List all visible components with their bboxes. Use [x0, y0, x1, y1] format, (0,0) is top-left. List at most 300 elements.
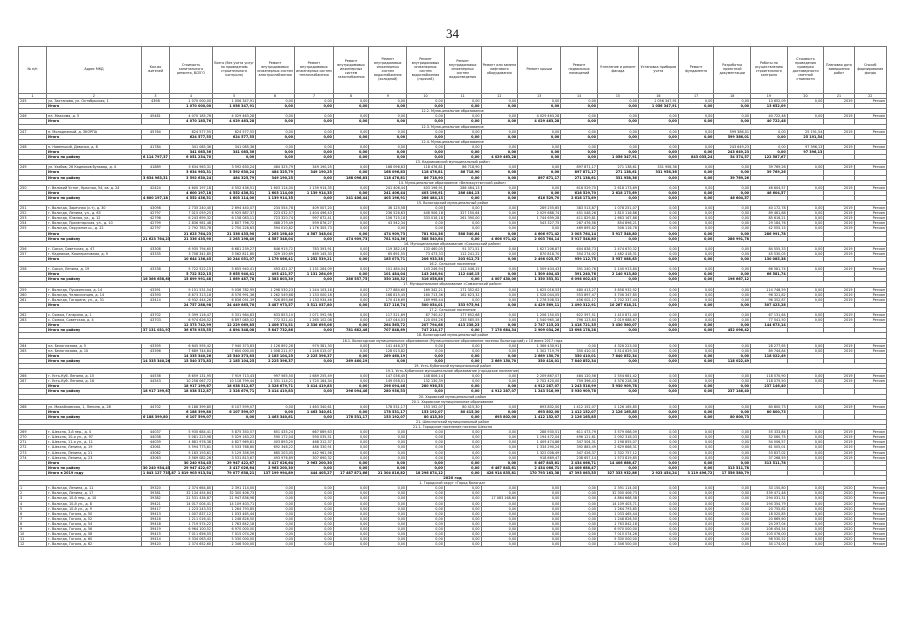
- table-cell: 0,00: [333, 150, 369, 155]
- section-title: 21. Шекснинский муниципальный район: [19, 420, 887, 425]
- table-cell: 0,00: [369, 144, 407, 149]
- table-cell: 0,00: [597, 129, 638, 134]
- table-cell: 43702: [141, 313, 169, 318]
- table-cell: 4 070 185,76: [169, 114, 212, 119]
- column-number-cell: 21: [824, 94, 854, 99]
- table-cell: 1 689 255,49: [295, 374, 334, 379]
- table-cell: г. Вологда, Пушкинская, д. 14: [47, 287, 142, 292]
- table-cell: 0,00: [597, 114, 638, 119]
- table-cell: 0,00: [714, 374, 751, 379]
- header-cell: Ремонт внутридомовых инженерных систем водоснабжения (холодной): [369, 47, 407, 94]
- table-cell: г. Вологда, Южная, ул., д. 12: [47, 216, 142, 221]
- table-cell: 0,00: [481, 353, 518, 358]
- table-cell: 1 843 127 735,87: [142, 470, 177, 475]
- table-cell: 20 669,60: [751, 516, 788, 521]
- header-cell: Стоимость капитального ремонта, ВСЕГО: [169, 47, 212, 94]
- section-title: 18.1. Вологодское муниципальное образование (Муниципальное образование поселок Вологодский) с 10 июня 2017 года: [19, 338, 887, 343]
- table-cell: 0,00: [638, 292, 678, 297]
- table-cell: Регион: [854, 99, 886, 104]
- column-number-cell: 19: [751, 94, 788, 99]
- table-cell: 1 406 374,51: [256, 323, 295, 328]
- table-cell: 0,00: [638, 206, 678, 211]
- table-cell: 0,00: [678, 460, 714, 465]
- table-cell: 0,00: [638, 455, 678, 460]
- table-cell: 253: [19, 216, 47, 221]
- table-cell: 0,00: [407, 450, 445, 455]
- table-cell: 1 243 516,99: [561, 384, 598, 389]
- table-cell: 7 176 684,34: [481, 328, 518, 333]
- table-cell: 0,00: [407, 521, 445, 526]
- table-cell: 1 625 016,53: [518, 287, 561, 292]
- table-cell: 0,00: [444, 516, 481, 521]
- table-cell: Итого по району: [47, 175, 142, 180]
- table-cell: 2 836 981,48: [169, 221, 212, 226]
- table-cell: 42797: [141, 211, 169, 216]
- table-cell: 5 917 548,80: [561, 236, 598, 241]
- table-cell: 1 176 066,41: [256, 257, 295, 262]
- table-cell: 0,00: [407, 104, 445, 109]
- table-cell: 0,00: [787, 486, 824, 491]
- table-cell: 0,00: [787, 99, 824, 104]
- table-cell: 0,00: [333, 450, 369, 455]
- header-cell: Ремонт внутридомовых инженерных систем водоотведения: [444, 47, 481, 94]
- table-cell: 2019: [824, 374, 854, 379]
- table-cell: 0,00: [333, 226, 369, 231]
- table-cell: 0,00: [369, 155, 407, 160]
- table-cell: 177 652,68: [444, 313, 481, 318]
- table-cell: 0,00: [407, 150, 445, 155]
- table-cell: 0,00: [333, 374, 369, 379]
- table-cell: 66 581,74: [751, 267, 788, 272]
- table-cell: 0,00: [333, 445, 369, 450]
- table-cell: 918 669,47: [518, 455, 561, 460]
- table-cell: Итого: [47, 170, 142, 175]
- table-cell: 4 587 348,04: [256, 236, 295, 241]
- table-cell: 349 190,25: [256, 175, 295, 180]
- table-cell: 259: [19, 287, 47, 292]
- table-cell: 3 417 026,64: [213, 465, 256, 470]
- table-cell: 0,00: [561, 150, 598, 155]
- table-cell: 0,00: [678, 384, 714, 389]
- table-cell: Регион: [854, 450, 886, 455]
- table-cell: 178 531,17: [369, 404, 407, 409]
- table-cell: Регион: [854, 374, 886, 379]
- table-cell: 333 975,94: [444, 302, 481, 307]
- table-cell: 289 255,65: [518, 206, 561, 211]
- table-cell: 0,00: [295, 175, 334, 180]
- table-cell: 0,00: [638, 287, 678, 292]
- table-cell: 21 336 435,90: [169, 236, 212, 241]
- table-cell: 0,00: [787, 292, 824, 297]
- table-cell: 484 325,79: [256, 170, 295, 175]
- table-cell: 168 815,45: [369, 292, 407, 297]
- table-cell: 3 514 629,34: [597, 348, 638, 353]
- table-cell: 0,00: [787, 496, 824, 501]
- table-cell: 14 017 004,41: [169, 501, 212, 506]
- header-cell: Работы по осуществлению строительного контроля: [751, 47, 788, 94]
- table-cell: 0,00: [295, 99, 334, 104]
- table-cell: 0,00: [256, 491, 295, 496]
- table-cell: 271 138,61: [561, 175, 598, 180]
- table-cell: 0,00: [638, 501, 678, 506]
- table-cell: 0,00: [444, 506, 481, 511]
- table-cell: 0,00: [638, 114, 678, 119]
- table-cell: 480 413,27: [561, 287, 598, 292]
- table-cell: 5 655 940,41: [213, 267, 256, 272]
- table-cell: 43063: [141, 455, 169, 460]
- table-cell: 341 085,36: [169, 150, 212, 155]
- table-cell: 178 531,17: [333, 414, 369, 419]
- table-cell: 118 476,81: [407, 165, 445, 170]
- table-cell: 452 096,42: [714, 328, 751, 333]
- table-cell: 24 449 865,70: [213, 302, 256, 307]
- table-cell: 622 597,51: [561, 313, 598, 318]
- table-cell: Регион: [854, 506, 886, 511]
- table-cell: 0,00: [678, 501, 714, 506]
- table-cell: 0,00: [638, 211, 678, 216]
- table-cell: 4: [19, 501, 47, 506]
- table-cell: 168 096,83: [369, 165, 407, 170]
- table-cell: 2 923 454,24: [638, 470, 678, 475]
- table-cell: 80 800,73: [751, 404, 788, 409]
- table-cell: 5 331 984,83: [213, 313, 256, 318]
- table-cell: 0,00: [518, 170, 561, 175]
- table-cell: 2 735 240,40: [169, 206, 212, 211]
- table-cell: 1 133 934,46: [295, 297, 334, 302]
- table-cell: 103 076,00: [751, 532, 788, 537]
- header-cell: № п/п: [19, 47, 47, 94]
- table-cell: 246: [19, 114, 47, 119]
- table-cell: 0,00: [678, 506, 714, 511]
- table-cell: 0,00: [444, 465, 481, 470]
- table-cell: 0,00: [678, 287, 714, 292]
- table-cell: г. Вологда, 10-й ул., д. 8: [47, 501, 142, 506]
- table-cell: 0,00: [295, 129, 334, 134]
- table-cell: 2020: [824, 496, 854, 501]
- table-cell: 2 434 066,71: [518, 465, 561, 470]
- table-cell: 5 183 193,61: [169, 450, 212, 455]
- table-cell: Регион: [854, 246, 886, 251]
- table-cell: 6 467 845,61: [518, 460, 561, 465]
- table-cell: Итого: [47, 323, 142, 328]
- table-cell: 1 033 465,44: [597, 511, 638, 516]
- column-number-cell: 9: [369, 94, 407, 99]
- table-cell: пл. Белоглазова, д. 5: [47, 343, 142, 348]
- table-cell: 0,00: [481, 175, 518, 180]
- table-cell: 0,00: [678, 491, 714, 496]
- table-cell: 0,00: [518, 537, 561, 542]
- table-cell: 0,00: [481, 384, 518, 389]
- table-cell: 6: [19, 511, 47, 516]
- table-cell: 3 634 963,31: [169, 170, 212, 175]
- table-cell: 0,00: [714, 292, 751, 297]
- table-cell: 0,00: [714, 226, 751, 231]
- table-cell: 1 540 965,18: [518, 318, 561, 323]
- table-cell: 0,00: [678, 348, 714, 353]
- table-cell: 0,00: [518, 226, 561, 231]
- table-cell: 0,00: [333, 216, 369, 221]
- table-cell: 0,00: [333, 104, 369, 109]
- table-cell: 9: [19, 526, 47, 531]
- table-cell: 0,00: [481, 537, 518, 542]
- table-cell: Регион: [854, 521, 886, 526]
- table-cell: 0,00: [369, 114, 407, 119]
- table-cell: 0,00: [333, 521, 369, 526]
- header-cell: Ремонт внутридомовых инженерных систем водоснабжения (горячей): [407, 47, 445, 94]
- table-cell: 98 530,52: [751, 537, 788, 542]
- table-cell: 3 487 973,57: [256, 302, 295, 307]
- table-cell: 1 322 008,49: [518, 450, 561, 455]
- table-cell: 599 386,01: [714, 134, 751, 139]
- table-cell: 313 511,78: [751, 460, 788, 465]
- table-cell: 2020: [824, 521, 854, 526]
- table-cell: 0,00: [444, 379, 481, 384]
- table-cell: 234 554,78: [256, 206, 295, 211]
- table-cell: 137 199 994,89: [256, 470, 295, 475]
- table-cell: 331 958,36: [638, 170, 678, 175]
- table-cell: 0,00: [444, 99, 481, 104]
- table-cell: 624 577,55: [169, 129, 212, 134]
- table-cell: 0,00: [714, 302, 751, 307]
- table-cell: 1 763 842,18: [597, 521, 638, 526]
- table-cell: Регион: [854, 445, 886, 450]
- table-cell: 0,00: [678, 414, 714, 419]
- table-cell: 33 150,80: [751, 486, 788, 491]
- table-cell: 0,00: [481, 516, 518, 521]
- table-cell: 0,00: [518, 506, 561, 511]
- table-cell: 0,00: [714, 440, 751, 445]
- table-cell: 85 616,21: [751, 216, 788, 221]
- table-cell: 4 864 668,38: [597, 496, 638, 501]
- table-cell: 0,00: [518, 496, 561, 501]
- table-cell: 0,00: [333, 323, 369, 328]
- table-cell: 0,00: [444, 455, 481, 460]
- table-cell: 1 573 819,85: [597, 455, 638, 460]
- table-cell: 0,00: [481, 292, 518, 297]
- table-cell: 0,00: [481, 348, 518, 353]
- table-cell: 0,00: [481, 409, 518, 414]
- table-cell: 286 484,13: [444, 185, 481, 190]
- table-cell: 5 875 350,57: [213, 430, 256, 435]
- table-cell: 599 876,27: [295, 221, 334, 226]
- table-cell: 0,00: [256, 506, 295, 511]
- table-cell: 0,00: [333, 506, 369, 511]
- table-cell: Регион: [854, 226, 886, 231]
- table-cell: 39381: [141, 491, 169, 496]
- table-cell: 286 991,78: [751, 231, 788, 236]
- table-cell: 2 092 318,03: [597, 435, 638, 440]
- table-cell: 39420: [141, 542, 169, 547]
- table-cell: 8 673 313,18: [169, 292, 212, 297]
- table-cell: 0,00: [787, 348, 824, 353]
- table-cell: 80 415,30: [444, 404, 481, 409]
- table-cell: 590 172,04: [256, 435, 295, 440]
- table-cell: 0,00: [714, 119, 751, 124]
- table-cell: 0,00: [751, 144, 788, 149]
- table-cell: 4 552 436,51: [213, 190, 256, 195]
- header-cell: Ремонт внутридомовых инженерных систем теплоснабжения: [295, 47, 334, 94]
- table-cell: 269: [19, 430, 47, 435]
- table-cell: 0,00: [518, 99, 561, 104]
- table-cell: 0,00: [407, 440, 445, 445]
- table-cell: 153 192,07: [407, 409, 445, 414]
- table-cell: 0,00: [787, 206, 824, 211]
- column-number-cell: 22: [854, 94, 886, 99]
- table-cell: 0,00: [333, 491, 369, 496]
- table-cell: 0,00: [481, 343, 518, 348]
- table-cell: 0,00: [638, 526, 678, 531]
- table-cell: 0,00: [407, 348, 445, 353]
- table-cell: 6 925 887,37: [213, 211, 256, 216]
- table-cell: 252: [19, 211, 47, 216]
- table-cell: 21 623 764,23: [169, 231, 212, 236]
- table-cell: 15 899 991,48: [169, 277, 212, 282]
- table-cell: 2 198 855,07: [597, 440, 638, 445]
- header-cell: Ремонт внутридомовых инженерных систем электроснабжения: [256, 47, 295, 94]
- table-cell: 0,00: [787, 506, 824, 511]
- table-cell: 0,00: [638, 440, 678, 445]
- table-cell: 0,00: [787, 404, 824, 409]
- table-cell: 0,00: [333, 211, 369, 216]
- table-cell: 0,00: [444, 440, 481, 445]
- table-cell: Регион: [854, 114, 886, 119]
- table-cell: 350 180,32: [369, 277, 407, 282]
- table-cell: 2019: [824, 226, 854, 231]
- table-cell: 80 415,30: [444, 409, 481, 414]
- table-cell: 0,00: [678, 353, 714, 358]
- table-cell: 0,00: [256, 119, 295, 124]
- table-cell: ул. Михайловская, 1, Ленина, д. 28: [47, 404, 142, 409]
- table-cell: 0,00: [638, 251, 678, 256]
- table-cell: 29 947 422,67: [213, 460, 256, 465]
- table-cell: 0,00: [518, 526, 561, 531]
- table-cell: 235 585,55: [444, 318, 481, 323]
- table-cell: 1 056 347,91: [638, 104, 678, 109]
- table-cell: 6 974 626,52: [169, 318, 212, 323]
- table-cell: г. Шексна, 3-й пер., д. 4: [47, 430, 142, 435]
- table-cell: 0,00: [333, 348, 369, 353]
- table-cell: 1 418 721,35: [561, 323, 598, 328]
- table-cell: 0,00: [638, 389, 678, 394]
- table-cell: 54 006,57: [751, 440, 788, 445]
- table-cell: 0,00: [678, 302, 714, 307]
- table-cell: 32 300 406,73: [597, 491, 638, 496]
- table-cell: 1 078 251,07: [597, 206, 638, 211]
- table-cell: 0,00: [444, 486, 481, 491]
- table-cell: 0,00: [369, 542, 407, 547]
- table-cell: 0,00: [407, 496, 445, 501]
- table-cell: 288 930,51: [518, 430, 561, 435]
- table-cell: Регион: [854, 537, 886, 542]
- header-cell: Всего (без учета услуг по проведению строительного контроля): [213, 47, 256, 94]
- table-cell: 0,00: [481, 430, 518, 435]
- table-cell: 0,00: [481, 460, 518, 465]
- table-cell: 0,00: [295, 277, 334, 282]
- table-cell: 8 576 991,36: [213, 292, 256, 297]
- table-cell: 0,00: [561, 501, 598, 506]
- table-cell: 6 970 000,00: [597, 526, 638, 531]
- table-cell: 274: [19, 455, 47, 460]
- table-cell: 0,00: [714, 353, 751, 358]
- table-cell: 2019: [824, 440, 854, 445]
- table-cell: 0,00: [333, 287, 369, 292]
- table-cell: 1 139 914,35: [295, 190, 334, 195]
- table-cell: 1 298 530,23: [256, 287, 295, 292]
- table-cell: 693 802,00: [481, 414, 518, 419]
- table-cell: 241 406,44: [369, 190, 407, 195]
- table-cell: 392 883,49: [561, 445, 598, 450]
- table-cell: 133 460,05: [407, 246, 445, 251]
- table-cell: 4 429 569,11: [518, 302, 561, 307]
- table-cell: 1 412 152,07: [561, 404, 598, 409]
- table-cell: Регион: [854, 404, 886, 409]
- table-cell: 0,00: [561, 542, 598, 547]
- table-cell: 0,00: [407, 465, 445, 470]
- table-cell: 0,00: [256, 114, 295, 119]
- table-cell: 1 482 418,31: [597, 251, 638, 256]
- table-cell: 2020: [824, 516, 854, 521]
- table-cell: 307 690,32: [295, 455, 334, 460]
- table-cell: 0,00: [638, 379, 678, 384]
- table-cell: 261: [19, 297, 47, 302]
- page-number: 34: [446, 26, 459, 41]
- table-cell: 3 569 082,26: [169, 455, 212, 460]
- table-cell: 0,00: [597, 465, 638, 470]
- table-cell: 46 604,57: [751, 190, 788, 195]
- table-cell: 0,00: [561, 114, 598, 119]
- table-cell: 0,00: [678, 313, 714, 318]
- table-cell: 0,00: [481, 526, 518, 531]
- table-cell: 796 123,84: [561, 318, 598, 323]
- table-cell: 67 131,64: [751, 313, 788, 318]
- table-cell: 0,00: [295, 526, 334, 531]
- table-cell: 0,00: [787, 516, 824, 521]
- table-cell: 3 706 347,85: [597, 292, 638, 297]
- table-cell: 18 038 512,87: [169, 389, 212, 394]
- table-cell: 0,00: [295, 114, 334, 119]
- table-cell: 2019: [824, 267, 854, 272]
- table-cell: 79 077 638,21: [213, 470, 256, 475]
- table-cell: 280 936,53: [369, 389, 407, 394]
- table-cell: 0,00: [561, 526, 598, 531]
- table-cell: 0,00: [678, 379, 714, 384]
- table-cell: 0,00: [678, 318, 714, 323]
- table-cell: пл. Белоглазова, д. 10: [47, 348, 142, 353]
- table-cell: 0,00: [678, 190, 714, 195]
- table-cell: 0,00: [787, 246, 824, 251]
- table-cell: 2020: [824, 526, 854, 531]
- table-cell: 0,00: [714, 511, 751, 516]
- table-cell: 0,00: [369, 526, 407, 531]
- table-cell: 0,00: [638, 313, 678, 318]
- table-cell: 21 336 435,90: [213, 231, 256, 236]
- table-cell: 781 682,46: [333, 328, 369, 333]
- table-cell: 0,00: [481, 144, 518, 149]
- table-cell: 341 085,36: [213, 144, 256, 149]
- table-cell: г. Вологда, Гоголя, д. 50: [47, 511, 142, 516]
- table-cell: 1 627 206,87: [518, 246, 561, 251]
- table-cell: 0,00: [638, 134, 678, 139]
- table-cell: 0,00: [787, 374, 824, 379]
- table-cell: 0,00: [714, 409, 751, 414]
- table-cell: 0,00: [714, 99, 751, 104]
- column-number-cell: 6: [256, 94, 295, 99]
- table-cell: 0,00: [444, 195, 481, 200]
- table-cell: 0,00: [638, 272, 678, 277]
- table-cell: 1 463 340,61: [295, 404, 334, 409]
- table-cell: 0,00: [518, 165, 561, 170]
- table-cell: 2020: [824, 511, 854, 516]
